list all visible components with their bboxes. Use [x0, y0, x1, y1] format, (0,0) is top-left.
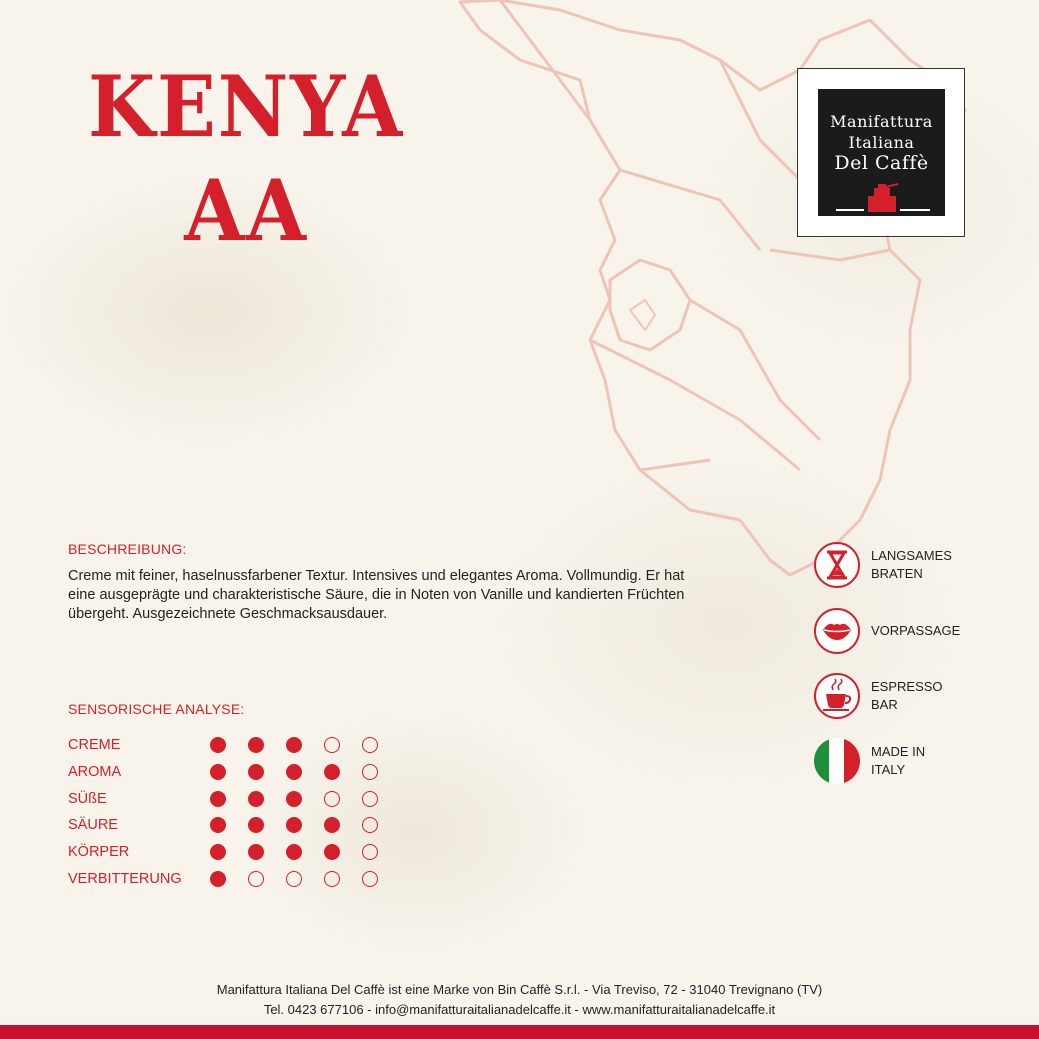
rating-dot-filled: [286, 737, 302, 753]
logo-line-3: Del Caffè: [834, 152, 929, 174]
feature-label-line-2: ITALY: [871, 762, 906, 777]
sensory-row: [68, 868, 388, 890]
sensory-label: AROMA: [68, 763, 122, 780]
rating-dot-empty: [324, 737, 340, 753]
title-line-1: KENYA: [87, 57, 405, 156]
title-line-2: AA: [184, 161, 308, 260]
rating-dot-filled: [210, 764, 226, 780]
sensory-row: [68, 788, 388, 810]
sensory-row: [68, 841, 388, 863]
rating-dot-empty: [362, 871, 378, 887]
rating-dot-empty: [248, 871, 264, 887]
description-heading: BESCHREIBUNG:: [68, 541, 187, 557]
feature-item: [813, 607, 1013, 659]
sensory-heading: SENSORISCHE ANALYSE:: [68, 701, 245, 717]
description-text: Creme mit feiner, haselnussfarbener Textur. Intensives und elegantes Aroma. Vollmundig. Er hat eine ausgeprägte und charakteristische Säure, die in Noten von Vanille und kandierten Früchten übergeht. Ausgezeichnete Geschmacksausdauer.: [68, 568, 685, 622]
feature-label: [871, 678, 943, 714]
sensory-label: VERBITTERUNG: [68, 871, 182, 887]
hourglass-icon: [813, 541, 861, 589]
feature-label-line-1: ESPRESSO: [871, 679, 943, 694]
footer-line-2: Tel. 0423 677106 - info@manifatturaitalianadelcaffe.it - www.manifatturaitalianadelcaffe.it: [263, 1002, 776, 1017]
lips-icon: [813, 607, 861, 655]
feature-label-line-2: BAR: [871, 697, 898, 712]
logo-line-2: Italiana: [848, 133, 915, 152]
sensory-label: SÄURE: [68, 817, 118, 834]
brand-logo: [797, 68, 965, 237]
sensory-label: SÜßE: [68, 790, 107, 807]
rating-dot-filled: [324, 764, 340, 780]
rating-dot-filled: [248, 764, 264, 780]
feature-item: [813, 541, 1013, 593]
rating-dot-empty: [362, 817, 378, 833]
rating-dot-filled: [248, 844, 264, 860]
rating-dot-filled: [324, 844, 340, 860]
rating-dot-filled: [248, 737, 264, 753]
feature-label-line-1: LANGSAMES: [871, 548, 952, 563]
italy-flag-icon: [813, 737, 861, 785]
feature-label-line-1: MADE IN: [871, 744, 926, 759]
sensory-row: [68, 761, 388, 783]
rating-dot-filled: [210, 844, 226, 860]
feature-label: [871, 547, 952, 583]
rating-dot-empty: [324, 871, 340, 887]
coffee-cup-icon: [813, 672, 861, 720]
rating-dot-filled: [210, 871, 226, 887]
feature-label: [871, 743, 925, 779]
rating-dot-filled: [210, 817, 226, 833]
footer-bar: [0, 1025, 1039, 1039]
feature-item: [813, 672, 1013, 724]
rating-dot-empty: [362, 737, 378, 753]
logo-panel: [818, 89, 945, 216]
rating-dot-filled: [286, 844, 302, 860]
rating-dot-filled: [210, 791, 226, 807]
logo-line-1: Manifattura: [830, 112, 933, 131]
rating-dot-empty: [324, 791, 340, 807]
feature-label: [871, 622, 960, 640]
rating-dot-empty: [362, 844, 378, 860]
rating-dot-filled: [286, 817, 302, 833]
rating-dot-empty: [286, 871, 302, 887]
rating-dot-filled: [324, 817, 340, 833]
rating-dot-empty: [362, 764, 378, 780]
rating-dot-filled: [248, 817, 264, 833]
feature-label-line-1: VORPASSAGE: [871, 623, 961, 638]
footer: [0, 980, 1039, 1020]
sensory-row: [68, 734, 388, 756]
feature-item: [813, 737, 1013, 789]
rating-dot-filled: [286, 764, 302, 780]
sensory-label: KÖRPER: [68, 844, 130, 861]
feature-label-line-2: BRATEN: [871, 566, 923, 581]
rating-dot-filled: [210, 737, 226, 753]
rating-dot-empty: [362, 791, 378, 807]
footer-line-1: Manifattura Italiana Del Caffè ist eine Marke von Bin Caffè S.r.l. - Via Treviso, 72 - 31040 Trevignano (TV): [216, 982, 823, 997]
sensory-row: [68, 814, 388, 836]
product-title: [62, 55, 430, 263]
coffee-grinder-icon: [818, 182, 945, 216]
rating-dot-filled: [286, 791, 302, 807]
rating-dot-filled: [248, 791, 264, 807]
sensory-label: CREME: [68, 737, 121, 753]
